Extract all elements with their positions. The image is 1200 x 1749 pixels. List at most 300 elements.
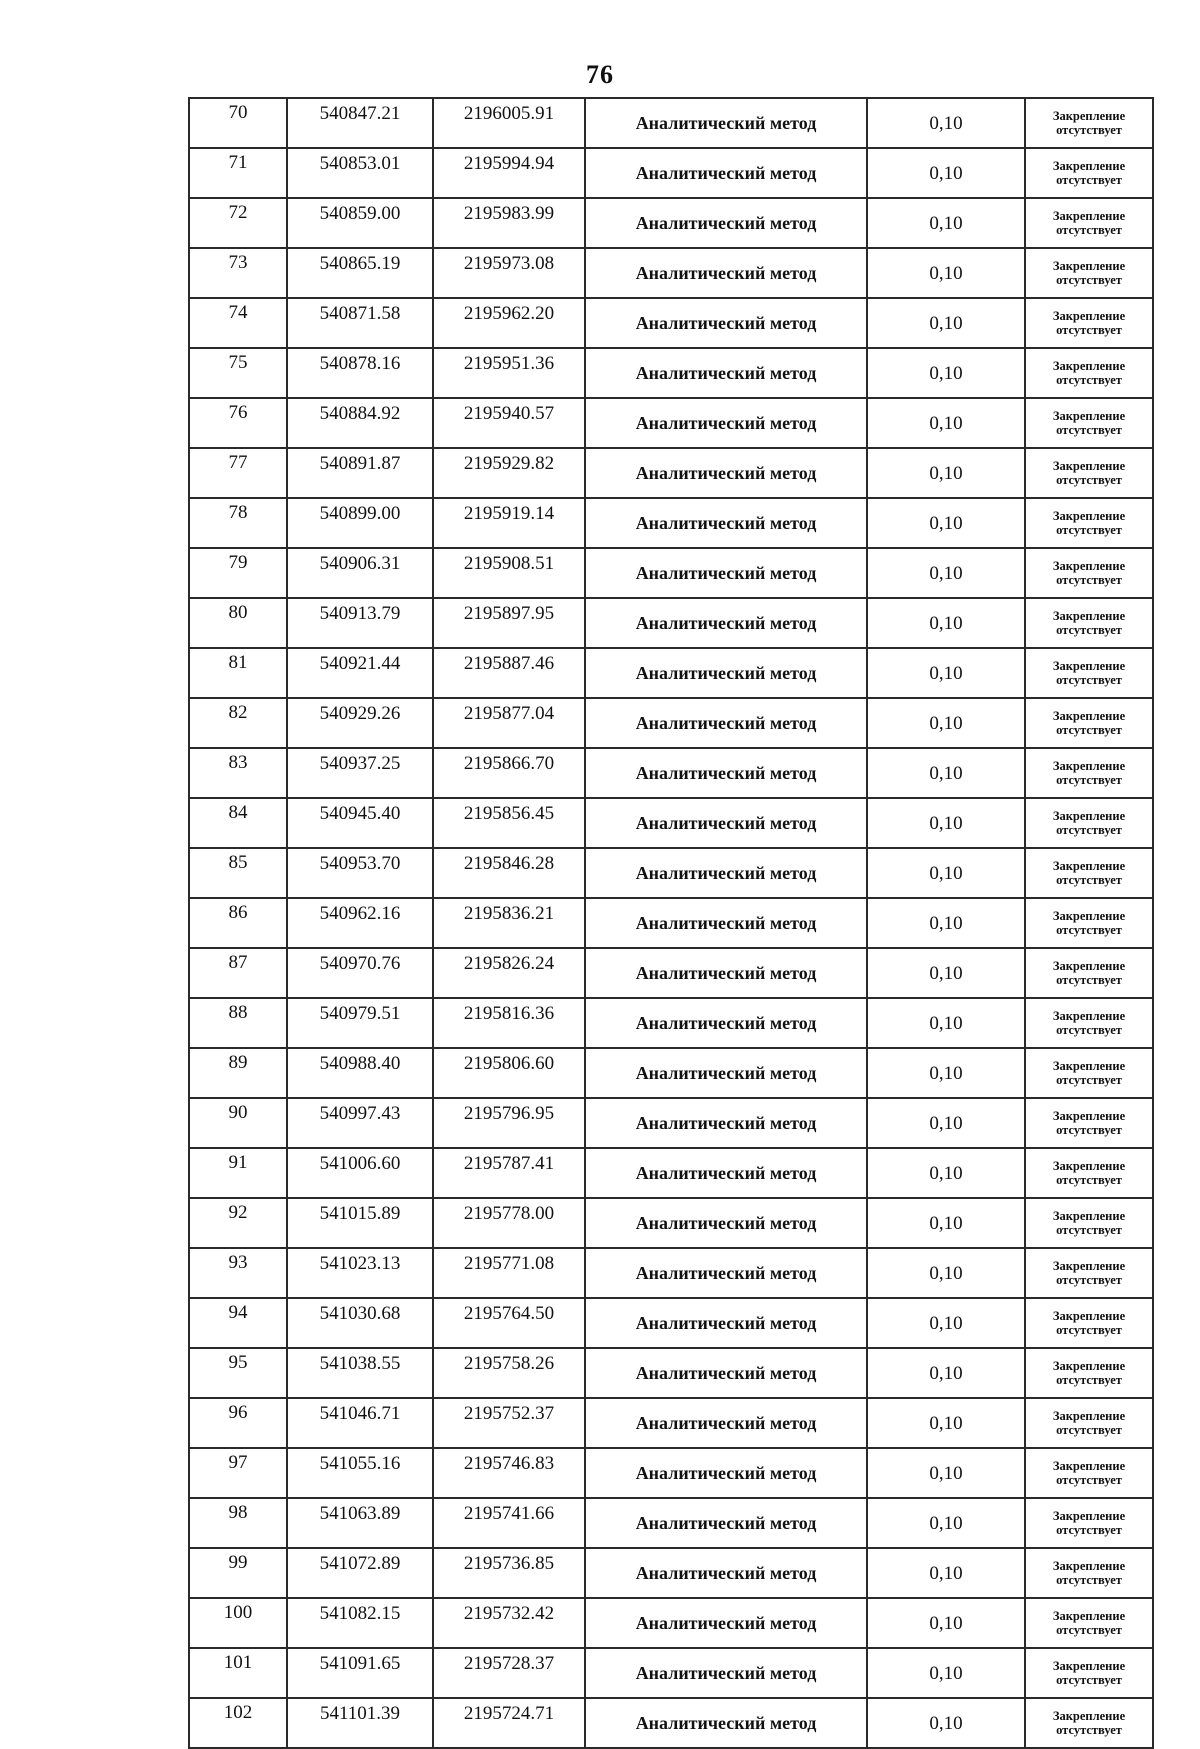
table-row — [189, 598, 1153, 648]
point-number-cell: 72 — [189, 198, 287, 248]
table-row — [189, 698, 1153, 748]
fixation-line-2: отсутствует — [1056, 623, 1122, 637]
point-number-cell: 84 — [189, 798, 287, 848]
table-row — [189, 1498, 1153, 1548]
y-coordinate-cell: 2195778.00 — [433, 1198, 585, 1248]
x-coordinate-cell: 540853.01 — [287, 148, 433, 198]
accuracy-cell: 0,10 — [867, 548, 1025, 598]
x-coordinate-cell: 540847.21 — [287, 98, 433, 148]
x-coordinate-cell: 540970.76 — [287, 948, 433, 998]
accuracy-cell: 0,10 — [867, 1148, 1025, 1198]
accuracy-cell: 0,10 — [867, 1348, 1025, 1398]
accuracy-cell: 0,10 — [867, 1198, 1025, 1248]
fixation-line-2: отсутствует — [1056, 223, 1122, 237]
x-coordinate-cell: 540921.44 — [287, 648, 433, 698]
accuracy-cell: 0,10 — [867, 1698, 1025, 1748]
y-coordinate-cell: 2195866.70 — [433, 748, 585, 798]
fixation-line-2: отсутствует — [1056, 923, 1122, 937]
x-coordinate-cell: 540878.16 — [287, 348, 433, 398]
point-number-cell: 93 — [189, 1248, 287, 1298]
accuracy-cell: 0,10 — [867, 848, 1025, 898]
accuracy-cell: 0,10 — [867, 148, 1025, 198]
accuracy-cell: 0,10 — [867, 1048, 1025, 1098]
point-number-cell: 99 — [189, 1548, 287, 1598]
point-number-cell: 94 — [189, 1298, 287, 1348]
method-cell: Аналитический метод — [585, 1648, 867, 1698]
accuracy-cell: 0,10 — [867, 648, 1025, 698]
table-row — [189, 1348, 1153, 1398]
fixation-line-2: отсутствует — [1056, 1673, 1122, 1687]
table-row — [189, 1548, 1153, 1598]
x-coordinate-cell: 540913.79 — [287, 598, 433, 648]
method-cell: Аналитический метод — [585, 1448, 867, 1498]
fixation-line-1: Закрепление — [1052, 808, 1126, 823]
table-row — [189, 648, 1153, 698]
table-row — [189, 1398, 1153, 1448]
fixation-cell — [1025, 298, 1153, 348]
fixation-line-2: отсутствует — [1056, 773, 1122, 787]
table-row — [189, 1248, 1153, 1298]
fixation-line-2: отсутствует — [1056, 1173, 1122, 1187]
fixation-line-2: отсутствует — [1056, 1373, 1122, 1387]
fixation-cell — [1025, 1548, 1153, 1598]
accuracy-cell: 0,10 — [867, 1448, 1025, 1498]
fixation-cell — [1025, 198, 1153, 248]
accuracy-cell: 0,10 — [867, 1398, 1025, 1448]
y-coordinate-cell: 2195787.41 — [433, 1148, 585, 1198]
fixation-line-1: Закрепление — [1052, 208, 1126, 223]
fixation-line-2: отсутствует — [1056, 673, 1122, 687]
table-row — [189, 748, 1153, 798]
accuracy-cell: 0,10 — [867, 1548, 1025, 1598]
method-cell: Аналитический метод — [585, 1098, 867, 1148]
table-row — [189, 1198, 1153, 1248]
y-coordinate-cell: 2195724.71 — [433, 1698, 585, 1748]
accuracy-cell: 0,10 — [867, 498, 1025, 548]
fixation-line-2: отсутствует — [1056, 323, 1122, 337]
x-coordinate-cell: 540865.19 — [287, 248, 433, 298]
x-coordinate-cell: 541072.89 — [287, 1548, 433, 1598]
accuracy-cell: 0,10 — [867, 748, 1025, 798]
point-number-cell: 70 — [189, 98, 287, 148]
y-coordinate-cell: 2195771.08 — [433, 1248, 585, 1298]
point-number-cell: 82 — [189, 698, 287, 748]
table-row — [189, 1598, 1153, 1648]
point-number-cell: 86 — [189, 898, 287, 948]
x-coordinate-cell: 541055.16 — [287, 1448, 433, 1498]
point-number-cell: 96 — [189, 1398, 287, 1448]
fixation-cell — [1025, 1598, 1153, 1648]
fixation-line-2: отсутствует — [1056, 273, 1122, 287]
fixation-cell — [1025, 1148, 1153, 1198]
table-row — [189, 1298, 1153, 1348]
table-body — [189, 98, 1153, 1748]
fixation-cell — [1025, 648, 1153, 698]
x-coordinate-cell: 540906.31 — [287, 548, 433, 598]
table-row — [189, 148, 1153, 198]
table-row — [189, 1698, 1153, 1748]
point-number-cell: 71 — [189, 148, 287, 198]
fixation-cell — [1025, 498, 1153, 548]
fixation-line-1: Закрепление — [1052, 1408, 1126, 1423]
accuracy-cell: 0,10 — [867, 298, 1025, 348]
point-number-cell: 80 — [189, 598, 287, 648]
accuracy-cell: 0,10 — [867, 1298, 1025, 1348]
y-coordinate-cell: 2196005.91 — [433, 98, 585, 148]
fixation-line-1: Закрепление — [1052, 1708, 1126, 1723]
y-coordinate-cell: 2195962.20 — [433, 298, 585, 348]
point-number-cell: 91 — [189, 1148, 287, 1198]
fixation-cell — [1025, 698, 1153, 748]
point-number-cell: 102 — [189, 1698, 287, 1748]
fixation-line-1: Закрепление — [1052, 758, 1126, 773]
accuracy-cell: 0,10 — [867, 448, 1025, 498]
point-number-cell: 100 — [189, 1598, 287, 1648]
method-cell: Аналитический метод — [585, 948, 867, 998]
accuracy-cell: 0,10 — [867, 98, 1025, 148]
y-coordinate-cell: 2195973.08 — [433, 248, 585, 298]
x-coordinate-cell: 541015.89 — [287, 1198, 433, 1248]
y-coordinate-cell: 2195940.57 — [433, 398, 585, 448]
accuracy-cell: 0,10 — [867, 948, 1025, 998]
method-cell: Аналитический метод — [585, 398, 867, 448]
method-cell: Аналитический метод — [585, 898, 867, 948]
fixation-line-1: Закрепление — [1052, 1008, 1126, 1023]
fixation-line-2: отсутствует — [1056, 1023, 1122, 1037]
fixation-cell — [1025, 798, 1153, 848]
accuracy-cell: 0,10 — [867, 598, 1025, 648]
fixation-line-1: Закрепление — [1052, 1158, 1126, 1173]
point-number-cell: 90 — [189, 1098, 287, 1148]
accuracy-cell: 0,10 — [867, 698, 1025, 748]
accuracy-cell: 0,10 — [867, 1248, 1025, 1298]
y-coordinate-cell: 2195908.51 — [433, 548, 585, 598]
fixation-line-1: Закрепление — [1052, 1558, 1126, 1573]
point-number-cell: 89 — [189, 1048, 287, 1098]
method-cell: Аналитический метод — [585, 148, 867, 198]
fixation-line-2: отсутствует — [1056, 1723, 1122, 1737]
table-row — [189, 248, 1153, 298]
fixation-cell — [1025, 948, 1153, 998]
fixation-line-2: отсутствует — [1056, 373, 1122, 387]
point-number-cell: 73 — [189, 248, 287, 298]
method-cell: Аналитический метод — [585, 1248, 867, 1298]
method-cell: Аналитический метод — [585, 198, 867, 248]
fixation-cell — [1025, 1298, 1153, 1348]
fixation-line-1: Закрепление — [1052, 708, 1126, 723]
method-cell: Аналитический метод — [585, 1198, 867, 1248]
method-cell: Аналитический метод — [585, 1048, 867, 1098]
y-coordinate-cell: 2195951.36 — [433, 348, 585, 398]
y-coordinate-cell: 2195994.94 — [433, 148, 585, 198]
y-coordinate-cell: 2195856.45 — [433, 798, 585, 848]
table-row — [189, 498, 1153, 548]
fixation-line-1: Закрепление — [1052, 158, 1126, 173]
fixation-line-1: Закрепление — [1052, 1358, 1126, 1373]
fixation-line-1: Закрепление — [1052, 458, 1126, 473]
table-row — [189, 1048, 1153, 1098]
accuracy-cell: 0,10 — [867, 1598, 1025, 1648]
y-coordinate-cell: 2195887.46 — [433, 648, 585, 698]
accuracy-cell: 0,10 — [867, 998, 1025, 1048]
point-number-cell: 83 — [189, 748, 287, 798]
fixation-cell — [1025, 348, 1153, 398]
point-number-cell: 98 — [189, 1498, 287, 1548]
x-coordinate-cell: 540953.70 — [287, 848, 433, 898]
x-coordinate-cell: 541091.65 — [287, 1648, 433, 1698]
fixation-line-2: отсутствует — [1056, 1223, 1122, 1237]
fixation-line-1: Закрепление — [1052, 1058, 1126, 1073]
y-coordinate-cell: 2195929.82 — [433, 448, 585, 498]
point-number-cell: 101 — [189, 1648, 287, 1698]
point-number-cell: 97 — [189, 1448, 287, 1498]
y-coordinate-cell: 2195806.60 — [433, 1048, 585, 1098]
table-row — [189, 448, 1153, 498]
page-number: 76 — [586, 60, 614, 89]
fixation-line-1: Закрепление — [1052, 508, 1126, 523]
method-cell: Аналитический метод — [585, 548, 867, 598]
method-cell: Аналитический метод — [585, 1348, 867, 1398]
method-cell: Аналитический метод — [585, 748, 867, 798]
method-cell: Аналитический метод — [585, 248, 867, 298]
fixation-cell — [1025, 98, 1153, 148]
table-row — [189, 548, 1153, 598]
table-row — [189, 1148, 1153, 1198]
x-coordinate-cell: 540899.00 — [287, 498, 433, 548]
y-coordinate-cell: 2195983.99 — [433, 198, 585, 248]
table-row — [189, 348, 1153, 398]
method-cell: Аналитический метод — [585, 698, 867, 748]
x-coordinate-cell: 540962.16 — [287, 898, 433, 948]
fixation-line-2: отсутствует — [1056, 1323, 1122, 1337]
table-row — [189, 1098, 1153, 1148]
point-number-cell: 79 — [189, 548, 287, 598]
x-coordinate-cell: 541038.55 — [287, 1348, 433, 1398]
accuracy-cell: 0,10 — [867, 248, 1025, 298]
x-coordinate-cell: 540884.92 — [287, 398, 433, 448]
x-coordinate-cell: 540945.40 — [287, 798, 433, 848]
y-coordinate-cell: 2195746.83 — [433, 1448, 585, 1498]
fixation-cell — [1025, 1348, 1153, 1398]
method-cell: Аналитический метод — [585, 348, 867, 398]
x-coordinate-cell: 540988.40 — [287, 1048, 433, 1098]
y-coordinate-cell: 2195728.37 — [433, 1648, 585, 1698]
y-coordinate-cell: 2195919.14 — [433, 498, 585, 548]
fixation-line-1: Закрепление — [1052, 658, 1126, 673]
fixation-cell — [1025, 148, 1153, 198]
fixation-cell — [1025, 398, 1153, 448]
table-row — [189, 298, 1153, 348]
accuracy-cell: 0,10 — [867, 898, 1025, 948]
method-cell: Аналитический метод — [585, 98, 867, 148]
y-coordinate-cell: 2195826.24 — [433, 948, 585, 998]
y-coordinate-cell: 2195764.50 — [433, 1298, 585, 1348]
method-cell: Аналитический метод — [585, 1498, 867, 1548]
fixation-line-1: Закрепление — [1052, 1458, 1126, 1473]
fixation-line-2: отсутствует — [1056, 573, 1122, 587]
method-cell: Аналитический метод — [585, 1398, 867, 1448]
fixation-line-2: отсутствует — [1056, 1523, 1122, 1537]
point-number-cell: 85 — [189, 848, 287, 898]
fixation-line-1: Закрепление — [1052, 358, 1126, 373]
fixation-line-1: Закрепление — [1052, 308, 1126, 323]
fixation-line-1: Закрепление — [1052, 958, 1126, 973]
y-coordinate-cell: 2195752.37 — [433, 1398, 585, 1448]
fixation-line-1: Закрепление — [1052, 908, 1126, 923]
method-cell: Аналитический метод — [585, 598, 867, 648]
x-coordinate-cell: 540891.87 — [287, 448, 433, 498]
table-row — [189, 898, 1153, 948]
point-number-cell: 81 — [189, 648, 287, 698]
y-coordinate-cell: 2195836.21 — [433, 898, 585, 948]
point-number-cell: 74 — [189, 298, 287, 348]
fixation-line-2: отсутствует — [1056, 423, 1122, 437]
fixation-line-2: отсутствует — [1056, 973, 1122, 987]
fixation-cell — [1025, 1698, 1153, 1748]
fixation-line-1: Закрепление — [1052, 408, 1126, 423]
x-coordinate-cell: 541082.15 — [287, 1598, 433, 1648]
fixation-cell — [1025, 1198, 1153, 1248]
x-coordinate-cell: 541046.71 — [287, 1398, 433, 1448]
fixation-line-2: отсутствует — [1056, 1623, 1122, 1637]
method-cell: Аналитический метод — [585, 298, 867, 348]
y-coordinate-cell: 2195877.04 — [433, 698, 585, 748]
y-coordinate-cell: 2195732.42 — [433, 1598, 585, 1648]
fixation-cell — [1025, 1648, 1153, 1698]
table-row — [189, 1448, 1153, 1498]
x-coordinate-cell: 541023.13 — [287, 1248, 433, 1298]
fixation-cell — [1025, 548, 1153, 598]
fixation-cell — [1025, 998, 1153, 1048]
table-row — [189, 98, 1153, 148]
accuracy-cell: 0,10 — [867, 398, 1025, 448]
fixation-line-2: отсутствует — [1056, 823, 1122, 837]
fixation-line-2: отсутствует — [1056, 873, 1122, 887]
fixation-line-2: отсутствует — [1056, 1423, 1122, 1437]
x-coordinate-cell: 540871.58 — [287, 298, 433, 348]
y-coordinate-cell: 2195758.26 — [433, 1348, 585, 1398]
method-cell: Аналитический метод — [585, 448, 867, 498]
fixation-line-2: отсутствует — [1056, 473, 1122, 487]
point-number-cell: 95 — [189, 1348, 287, 1398]
fixation-line-1: Закрепление — [1052, 608, 1126, 623]
fixation-cell — [1025, 1048, 1153, 1098]
fixation-line-2: отсутствует — [1056, 1073, 1122, 1087]
accuracy-cell: 0,10 — [867, 348, 1025, 398]
accuracy-cell: 0,10 — [867, 1098, 1025, 1148]
table-row — [189, 998, 1153, 1048]
accuracy-cell: 0,10 — [867, 198, 1025, 248]
accuracy-cell: 0,10 — [867, 798, 1025, 848]
fixation-line-2: отсутствует — [1056, 123, 1122, 137]
method-cell: Аналитический метод — [585, 798, 867, 848]
fixation-line-1: Закрепление — [1052, 1658, 1126, 1673]
fixation-cell — [1025, 1248, 1153, 1298]
fixation-cell — [1025, 748, 1153, 798]
fixation-line-2: отсутствует — [1056, 173, 1122, 187]
fixation-cell — [1025, 448, 1153, 498]
fixation-line-2: отсутствует — [1056, 1123, 1122, 1137]
fixation-cell — [1025, 1398, 1153, 1448]
x-coordinate-cell: 540997.43 — [287, 1098, 433, 1148]
point-number-cell: 75 — [189, 348, 287, 398]
fixation-line-2: отсутствует — [1056, 723, 1122, 737]
y-coordinate-cell: 2195897.95 — [433, 598, 585, 648]
fixation-line-2: отсутствует — [1056, 1573, 1122, 1587]
fixation-line-1: Закрепление — [1052, 1308, 1126, 1323]
fixation-cell — [1025, 248, 1153, 298]
method-cell: Аналитический метод — [585, 1598, 867, 1648]
method-cell: Аналитический метод — [585, 648, 867, 698]
point-number-cell: 77 — [189, 448, 287, 498]
table-row — [189, 948, 1153, 998]
fixation-line-1: Закрепление — [1052, 1208, 1126, 1223]
coordinates-table — [188, 97, 1154, 1749]
x-coordinate-cell: 541063.89 — [287, 1498, 433, 1548]
y-coordinate-cell: 2195736.85 — [433, 1548, 585, 1598]
method-cell: Аналитический метод — [585, 1148, 867, 1198]
method-cell: Аналитический метод — [585, 498, 867, 548]
point-number-cell: 78 — [189, 498, 287, 548]
fixation-cell — [1025, 1098, 1153, 1148]
fixation-cell — [1025, 598, 1153, 648]
fixation-line-1: Закрепление — [1052, 1258, 1126, 1273]
x-coordinate-cell: 541006.60 — [287, 1148, 433, 1198]
method-cell: Аналитический метод — [585, 848, 867, 898]
fixation-line-1: Закрепление — [1052, 108, 1126, 123]
fixation-line-1: Закрепление — [1052, 1608, 1126, 1623]
fixation-line-2: отсутствует — [1056, 1273, 1122, 1287]
table-row — [189, 198, 1153, 248]
method-cell: Аналитический метод — [585, 1548, 867, 1598]
accuracy-cell: 0,10 — [867, 1498, 1025, 1548]
fixation-line-1: Закрепление — [1052, 1508, 1126, 1523]
point-number-cell: 76 — [189, 398, 287, 448]
fixation-line-1: Закрепление — [1052, 558, 1126, 573]
method-cell: Аналитический метод — [585, 998, 867, 1048]
accuracy-cell: 0,10 — [867, 1648, 1025, 1698]
method-cell: Аналитический метод — [585, 1698, 867, 1748]
table-row — [189, 398, 1153, 448]
fixation-line-1: Закрепление — [1052, 858, 1126, 873]
fixation-line-2: отсутствует — [1056, 1473, 1122, 1487]
x-coordinate-cell: 540859.00 — [287, 198, 433, 248]
x-coordinate-cell: 540937.25 — [287, 748, 433, 798]
point-number-cell: 88 — [189, 998, 287, 1048]
fixation-cell — [1025, 1498, 1153, 1548]
x-coordinate-cell: 541101.39 — [287, 1698, 433, 1748]
table-row — [189, 1648, 1153, 1698]
y-coordinate-cell: 2195741.66 — [433, 1498, 585, 1548]
y-coordinate-cell: 2195816.36 — [433, 998, 585, 1048]
table-row — [189, 798, 1153, 848]
x-coordinate-cell: 541030.68 — [287, 1298, 433, 1348]
x-coordinate-cell: 540929.26 — [287, 698, 433, 748]
table-row — [189, 848, 1153, 898]
fixation-line-1: Закрепление — [1052, 258, 1126, 273]
fixation-line-2: отсутствует — [1056, 523, 1122, 537]
method-cell: Аналитический метод — [585, 1298, 867, 1348]
y-coordinate-cell: 2195796.95 — [433, 1098, 585, 1148]
y-coordinate-cell: 2195846.28 — [433, 848, 585, 898]
fixation-line-1: Закрепление — [1052, 1108, 1126, 1123]
fixation-cell — [1025, 848, 1153, 898]
x-coordinate-cell: 540979.51 — [287, 998, 433, 1048]
point-number-cell: 92 — [189, 1198, 287, 1248]
fixation-cell — [1025, 898, 1153, 948]
point-number-cell: 87 — [189, 948, 287, 998]
fixation-cell — [1025, 1448, 1153, 1498]
